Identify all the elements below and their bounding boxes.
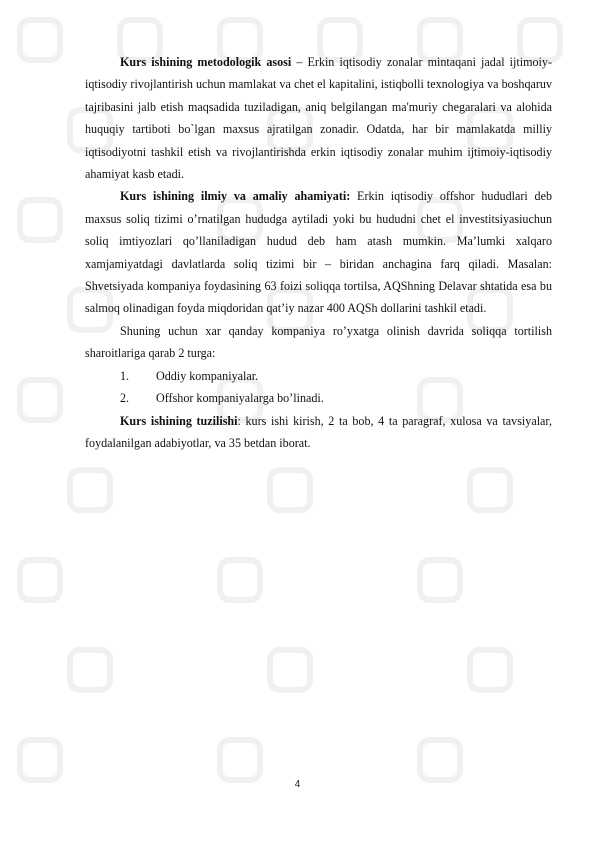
significance-heading: Kurs ishining ilmiy va amaliy ahamiyati: bbox=[120, 189, 351, 204]
list-item bbox=[85, 365, 552, 387]
list-item bbox=[85, 387, 552, 409]
structure-heading: Kurs ishining tuzilishi bbox=[120, 413, 238, 428]
list-number: 2. bbox=[120, 391, 130, 406]
significance-text: Erkin iqtisodiy offshor hududlari deb maxsus soliq tizimi o’rnatilgan hududga aytiladi yoki bu hududni chet el investitsiyasiuchun soliq imtiyozlari qo’llaniladigan hudud deb ham atash mumkin. Ma’lumki xalqaro xamjamiyatdagi davlatlarda soliq tizimi bir – biridan anchagina farq qiladi. Masalan: Shvetsiyada kompaniya foydasining 63 foizi soliqqa tortilsa, AQShning Delavar shtatida esa bu salmoq olinadigan foyda miqdoridan qat’iy nazar 400 AQSh dollarini tashkil etadi. bbox=[85, 189, 553, 316]
list-text: Oddiy kompaniyalar. bbox=[156, 368, 259, 383]
classification-paragraph bbox=[85, 320, 552, 365]
document-body bbox=[85, 51, 552, 454]
significance-paragraph bbox=[85, 185, 552, 319]
page-number: 4 bbox=[294, 779, 301, 790]
methodology-paragraph bbox=[85, 51, 552, 185]
list-number: 1. bbox=[120, 368, 130, 383]
classification-text: Shuning uchun xar qanday kompaniya ro’yxatga olinish davrida soliqqa tortilish sharoitlariga qarab 2 turga: bbox=[85, 323, 552, 361]
methodology-text: – Erkin iqtisodiy zonalar mintaqani jadal ijtimoiy-iqtisodiy rivojlantirish uchun mamlakat va chet el kapitalini, istiqbolli texnologiya va boshqaruv tajribasini jalb etish maqsadida tuziladigan, aniq belgilangan ma'muriy chegaralari va alohida huquqiy tartiboti bo`lgan maxsus ajratilgan zonadir. Odatda, har bir mamlakatda milliy iqtisodiyotni tashkil etish va rivojlantirishda erkin iqtisodiy zonalar muhim ijtimoiy-iqtisodiy ahamiyat kasb etadi. bbox=[85, 55, 552, 182]
structure-text: : kurs ishi kirish, 2 ta bob, 4 ta paragraf, xulosa va tavsiyalar, foydalanilgan adabiyotlar, va 35 betdan iborat. bbox=[85, 413, 552, 450]
structure-paragraph bbox=[85, 410, 552, 455]
list-text: Offshor kompaniyalarga bo’linadi. bbox=[156, 391, 324, 406]
methodology-heading: Kurs ishining metodologik asosi bbox=[120, 55, 292, 69]
